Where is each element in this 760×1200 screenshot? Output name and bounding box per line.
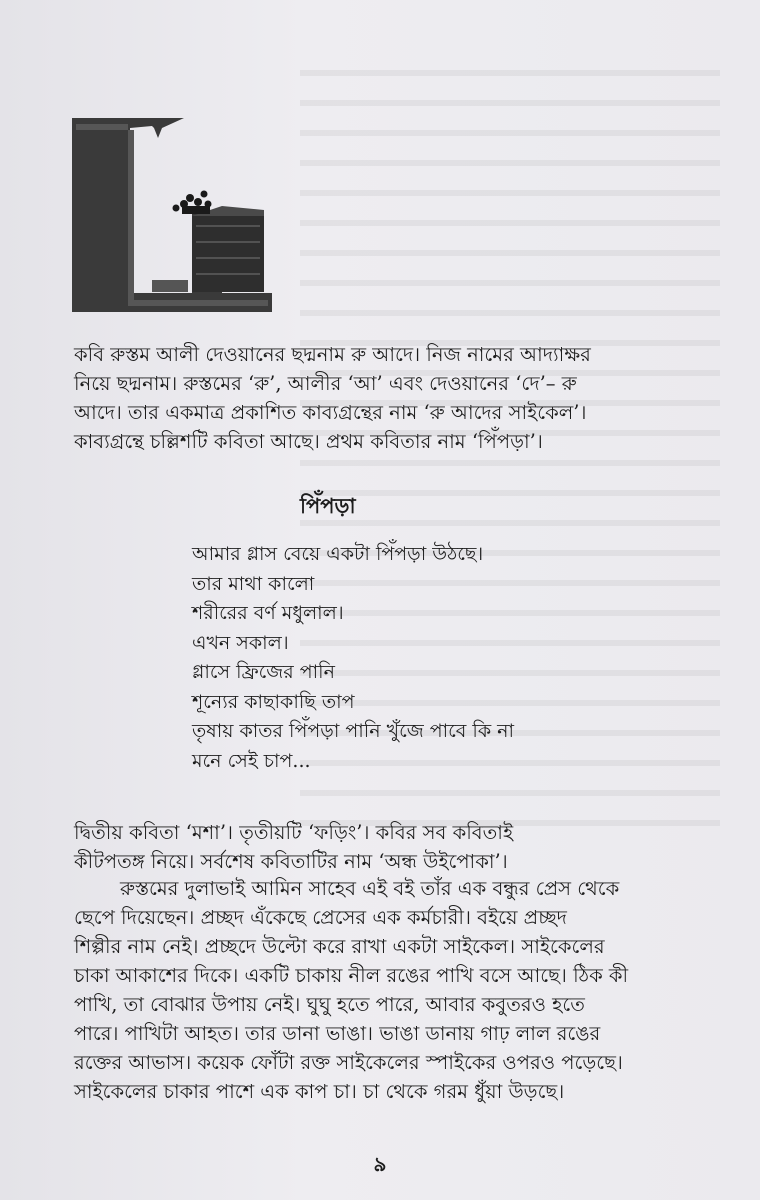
poem-line: তার মাথা কালো [192,572,315,595]
intro-paragraph [74,340,686,456]
text-line: কীটপতঙ্গ নিয়ে। সর্বশেষ কবিতাটির নাম ‘অন্ধ উইপোকা’। [74,850,508,873]
text-line: রক্তের আভাস। কয়েক ফোঁটা রক্ত সাইকেলের স্পাইকের ওপরও পড়েছে। [74,1051,623,1074]
text-line: নিয়ে ছদ্মনাম। রুস্তমের ‘রু’, আলীর ‘আ’ এবং দেওয়ানের ‘দে’– রু [74,372,577,395]
drop-cap-illustration [72,118,272,312]
poem-title: পিঁপড়া [300,493,356,518]
poem-line: এখন সকাল। [192,631,289,654]
text-line: আদে। তার একমাত্র প্রকাশিত কাব্যগ্রন্থের নাম ‘রু আদের সাইকেল’। [74,401,587,424]
text-line: চাকা আকাশের দিকে। একটি চাকায় নীল রঙের পাখি বসে আছে। ঠিক কী [74,964,629,987]
poem-line: মনে সেই চাপ... [192,749,311,772]
text-line: সাইকেলের চাকার পাশে এক কাপ চা। চা থেকে গরম ধুঁয়া উড়ছে। [74,1080,565,1103]
poem-line: আমার গ্লাস বেয়ে একটা পিঁপড়া উঠছে। [192,543,484,565]
third-paragraph [74,874,686,1106]
poem-line: গ্লাসে ফ্রিজের পানি [192,661,335,683]
text-line: ছেপে দিয়েছেন। প্রচ্ছদ এঁকেছে প্রেসের এক কর্মচারী। বইয়ে প্রচ্ছদ [74,906,567,929]
text-line: দ্বিতীয় কবিতা ‘মশা’। তৃতীয়টি ‘ফড়িং’। কবির সব কবিতাই [74,821,514,844]
text-line: পাখি, তা বোঝার উপায় নেই। ঘুঘু হতে পারে, আবার কবুতরও হতে [74,993,585,1016]
poem-line: তৃষায় কাতর পিঁপড়া পানি খুঁজে পাবে কি না [192,720,515,742]
poem-line: শরীরের বর্ণ মধুলাল। [192,602,344,624]
text-line: রুস্তমের দুলাভাই আমিন সাহেব এই বই তাঁর এক বন্ধুর প্রেস থেকে [120,877,620,900]
text-line: পারে। পাখিটা আহত। তার ডানা ভাঙা। ভাঙা ডানায় গাঢ় লাল রঙের [74,1022,601,1045]
text-line: কবি রুস্তম আলী দেওয়ানের ছদ্মনাম রু আদে। নিজ নামের আদ্যাক্ষর [74,343,591,366]
poem-line: শূন্যের কাছাকাছি তাপ [192,690,355,713]
text-line: কাব্যগ্রন্থে চল্লিশটি কবিতা আছে। প্রথম কবিতার নাম ‘পিঁপড়া’। [74,430,543,453]
text-line: শিল্পীর নাম নেই। প্রচ্ছদে উল্টো করে রাখা একটা সাইকেল। সাইকেলের [74,935,605,958]
page-number: ৯ [373,1152,387,1176]
poem-lines [192,540,514,776]
second-paragraph [74,818,686,876]
